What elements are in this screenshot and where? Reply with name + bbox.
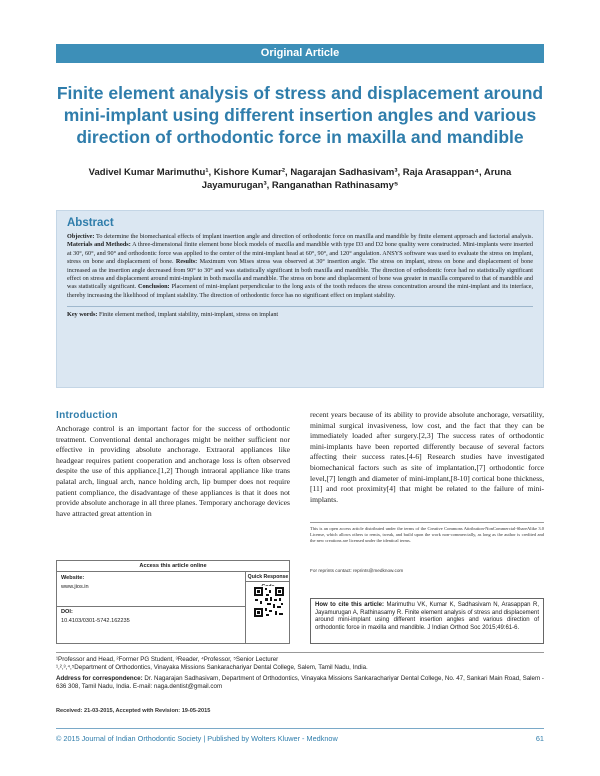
website-link[interactable]: www.jios.in [61, 584, 89, 590]
keywords-label: Key words: [67, 311, 98, 319]
conclusion-text: Placement of mini-implant perpendicular to the long axis of the tooth reduces the stress concentration around the mini-implant and its interface, thereby increasing the likelihood of implant stability. The direction of orthodontic force has no significant effect on implant stability. [67, 283, 533, 299]
results-label: Results: [175, 258, 198, 266]
citation-box [310, 598, 544, 644]
qr-code-icon[interactable] [253, 586, 285, 618]
doi-value[interactable]: 10.4103/0301-5742.162235 [61, 618, 130, 624]
author-list: Vadivel Kumar Marimuthu¹, Kishore Kumar², Nagarajan Sadhasivam³, Raja Arasappan⁴, Aruna Jayamurugan³, Ranganathan Rathinasamy⁵ [88, 167, 512, 191]
results-text: Maximum von Mises stress was observed at 30° insertion angle. The stress on implant, stress on bone and displacement of bone increased as the insertion angle decreased from 90° to 30° and was statistically significant in both maxilla and mandible. The direction of orthodontic force had no statistically significant effect on stress and displacement around mini-implant in both maxilla and mandible. The stress on bone and displacement of bone was greater in maxilla compared to that of mandible and was statistically significant. [67, 258, 533, 291]
objective-text: To determine the biomechanical effects of implant insertion angle and direction of orthodontic force on maxilla and mandible by finite element approach and factorial analysis. [94, 233, 533, 240]
citation-label: How to cite this article: [315, 602, 384, 608]
citation-text: Marimuthu VK, Kumar K, Sadhasivam N, Arasappan R, Jayamurugan A, Rathinasamy R. Finite element analysis of stress and displacement around mini-implant using different insertion angles and various direction of orthodontic force in maxilla and mandible. J Indian Orthod Soc 2015;49:61-6. [315, 602, 539, 631]
left-column [56, 410, 290, 519]
right-column [310, 410, 544, 505]
footer-copyright: © 2015 Journal of Indian Orthodontic Society | Published by Wolters Kluwer - Medknow [56, 734, 338, 743]
keywords [67, 311, 533, 319]
affiliations [56, 652, 544, 691]
introduction-heading: Introduction [56, 410, 118, 421]
doi-label: DOI: [61, 609, 73, 615]
article-title: Finite element analysis of stress and displacement around mini-implant using different insertion angles and various direction of orthodontic force in maxilla and mandible [56, 83, 544, 147]
access-divider [57, 606, 245, 607]
abstract-heading: Abstract [67, 217, 114, 229]
article-type-banner: Original Article [56, 44, 544, 63]
conclusion-label: Conclusion: [137, 283, 170, 291]
correspondence-text: Dr. Nagarajan Sadhasivam, Department of Orthodontics, Vinayaka Missions Sankarachariyar Dental College, No. 47, Sankari Main Road, Salem - 636 308, Tamil Nadu, India. E-mail: naga.dentist@gmail.com [56, 675, 544, 690]
website-label: Website: [61, 575, 85, 581]
correspondence [56, 675, 544, 691]
methods-label: Materials and Methods: [67, 241, 131, 249]
access-details [61, 575, 211, 643]
reprints-contact: For reprints contact: reprints@medknow.com [310, 568, 404, 573]
qr-label: Quick Response [247, 574, 289, 580]
affiliation-roles: ¹Professor and Head, ²Former PG Student, ³Reader, ⁴Professor, ⁵Senior Lecturer [56, 656, 279, 663]
introduction-text-right: recent years because of its ability to provide absolute anchorage, versatility, minimal surgical invasiveness, low cost, and the fact that they can be immediately loaded after surgery.[2,3] The success rates of orthodontic mini-implants have been reported differently because of several factors affecting their success rates.[4-6] Research studies have investigated biomechanical factors such as site of implantation,[7] orthodontic force level,[7] length and diameter of mini-implant,[8-10] cortical bone thickness,[11] and root proximity[4] that might be related to the failure of mini-implants. [310, 410, 544, 504]
page-footer [56, 728, 544, 743]
page-number: 61 [535, 734, 544, 743]
keywords-text: Finite element method, implant stability, mini-implant, stress on implant [97, 311, 279, 319]
affiliation-department: ¹,²,³,⁴,⁵Department of Orthodontics, Vinayaka Missions Sankarachariyar Dental College, Salem, Tamil Nadu, India. [56, 664, 368, 671]
correspondence-label: Address for correspondence: [56, 675, 143, 682]
license-statement: This is an open access article distributed under the terms of the Creative Commons Attribution-NonCommercial-ShareAlike 3.0 License, which allows others to remix, tweak, and build upon the work non-commercially, as long as the author is credited and the new creations are licensed under the identical terms. [310, 522, 544, 543]
access-heading: Access this article online [57, 561, 289, 572]
objective-label: Objective: [67, 233, 95, 240]
introduction-text-left: Anchorage control is an important factor for the success of orthodontic treatment. Conventional dental anchorages might be neither sufficient nor effective in providing absolute anchorage. Extraoral appliances like headgear requires patient cooperation and anchorage loss is often observed despite the use of this appliance.[1,2] Though intraoral appliance like trans palatal arch, lingual arch, nance holding arch, lip bumper does not require patient compliance, the disadvantage of these appliances is that it does not provide absolute anchorage in all three planes. Temporary anchorage devices have attracted great attention in [56, 424, 290, 518]
qr-panel [245, 572, 290, 644]
abstract-text [67, 233, 533, 300]
received-dates: Received: 21-03-2015, Accepted with Revision: 19-05-2015 [56, 708, 211, 714]
website-row [61, 575, 211, 609]
methods-text: A three-dimensional finite element bone block models of maxilla and mandible with type D3 and D2 bone quality were constructed. Mini-implants were inserted at 30°, 60°, and 90° and orthodontic force was applied to the center of the mini-implant head at 60°, 90°, and 120° angulation. ANSYS software was used to evaluate the stress on implant, stress on bone and displacement of bone. [67, 241, 533, 266]
abstract-box [56, 210, 544, 388]
access-online-box [56, 560, 290, 644]
doi-row [61, 609, 211, 643]
keywords-divider [67, 306, 533, 307]
